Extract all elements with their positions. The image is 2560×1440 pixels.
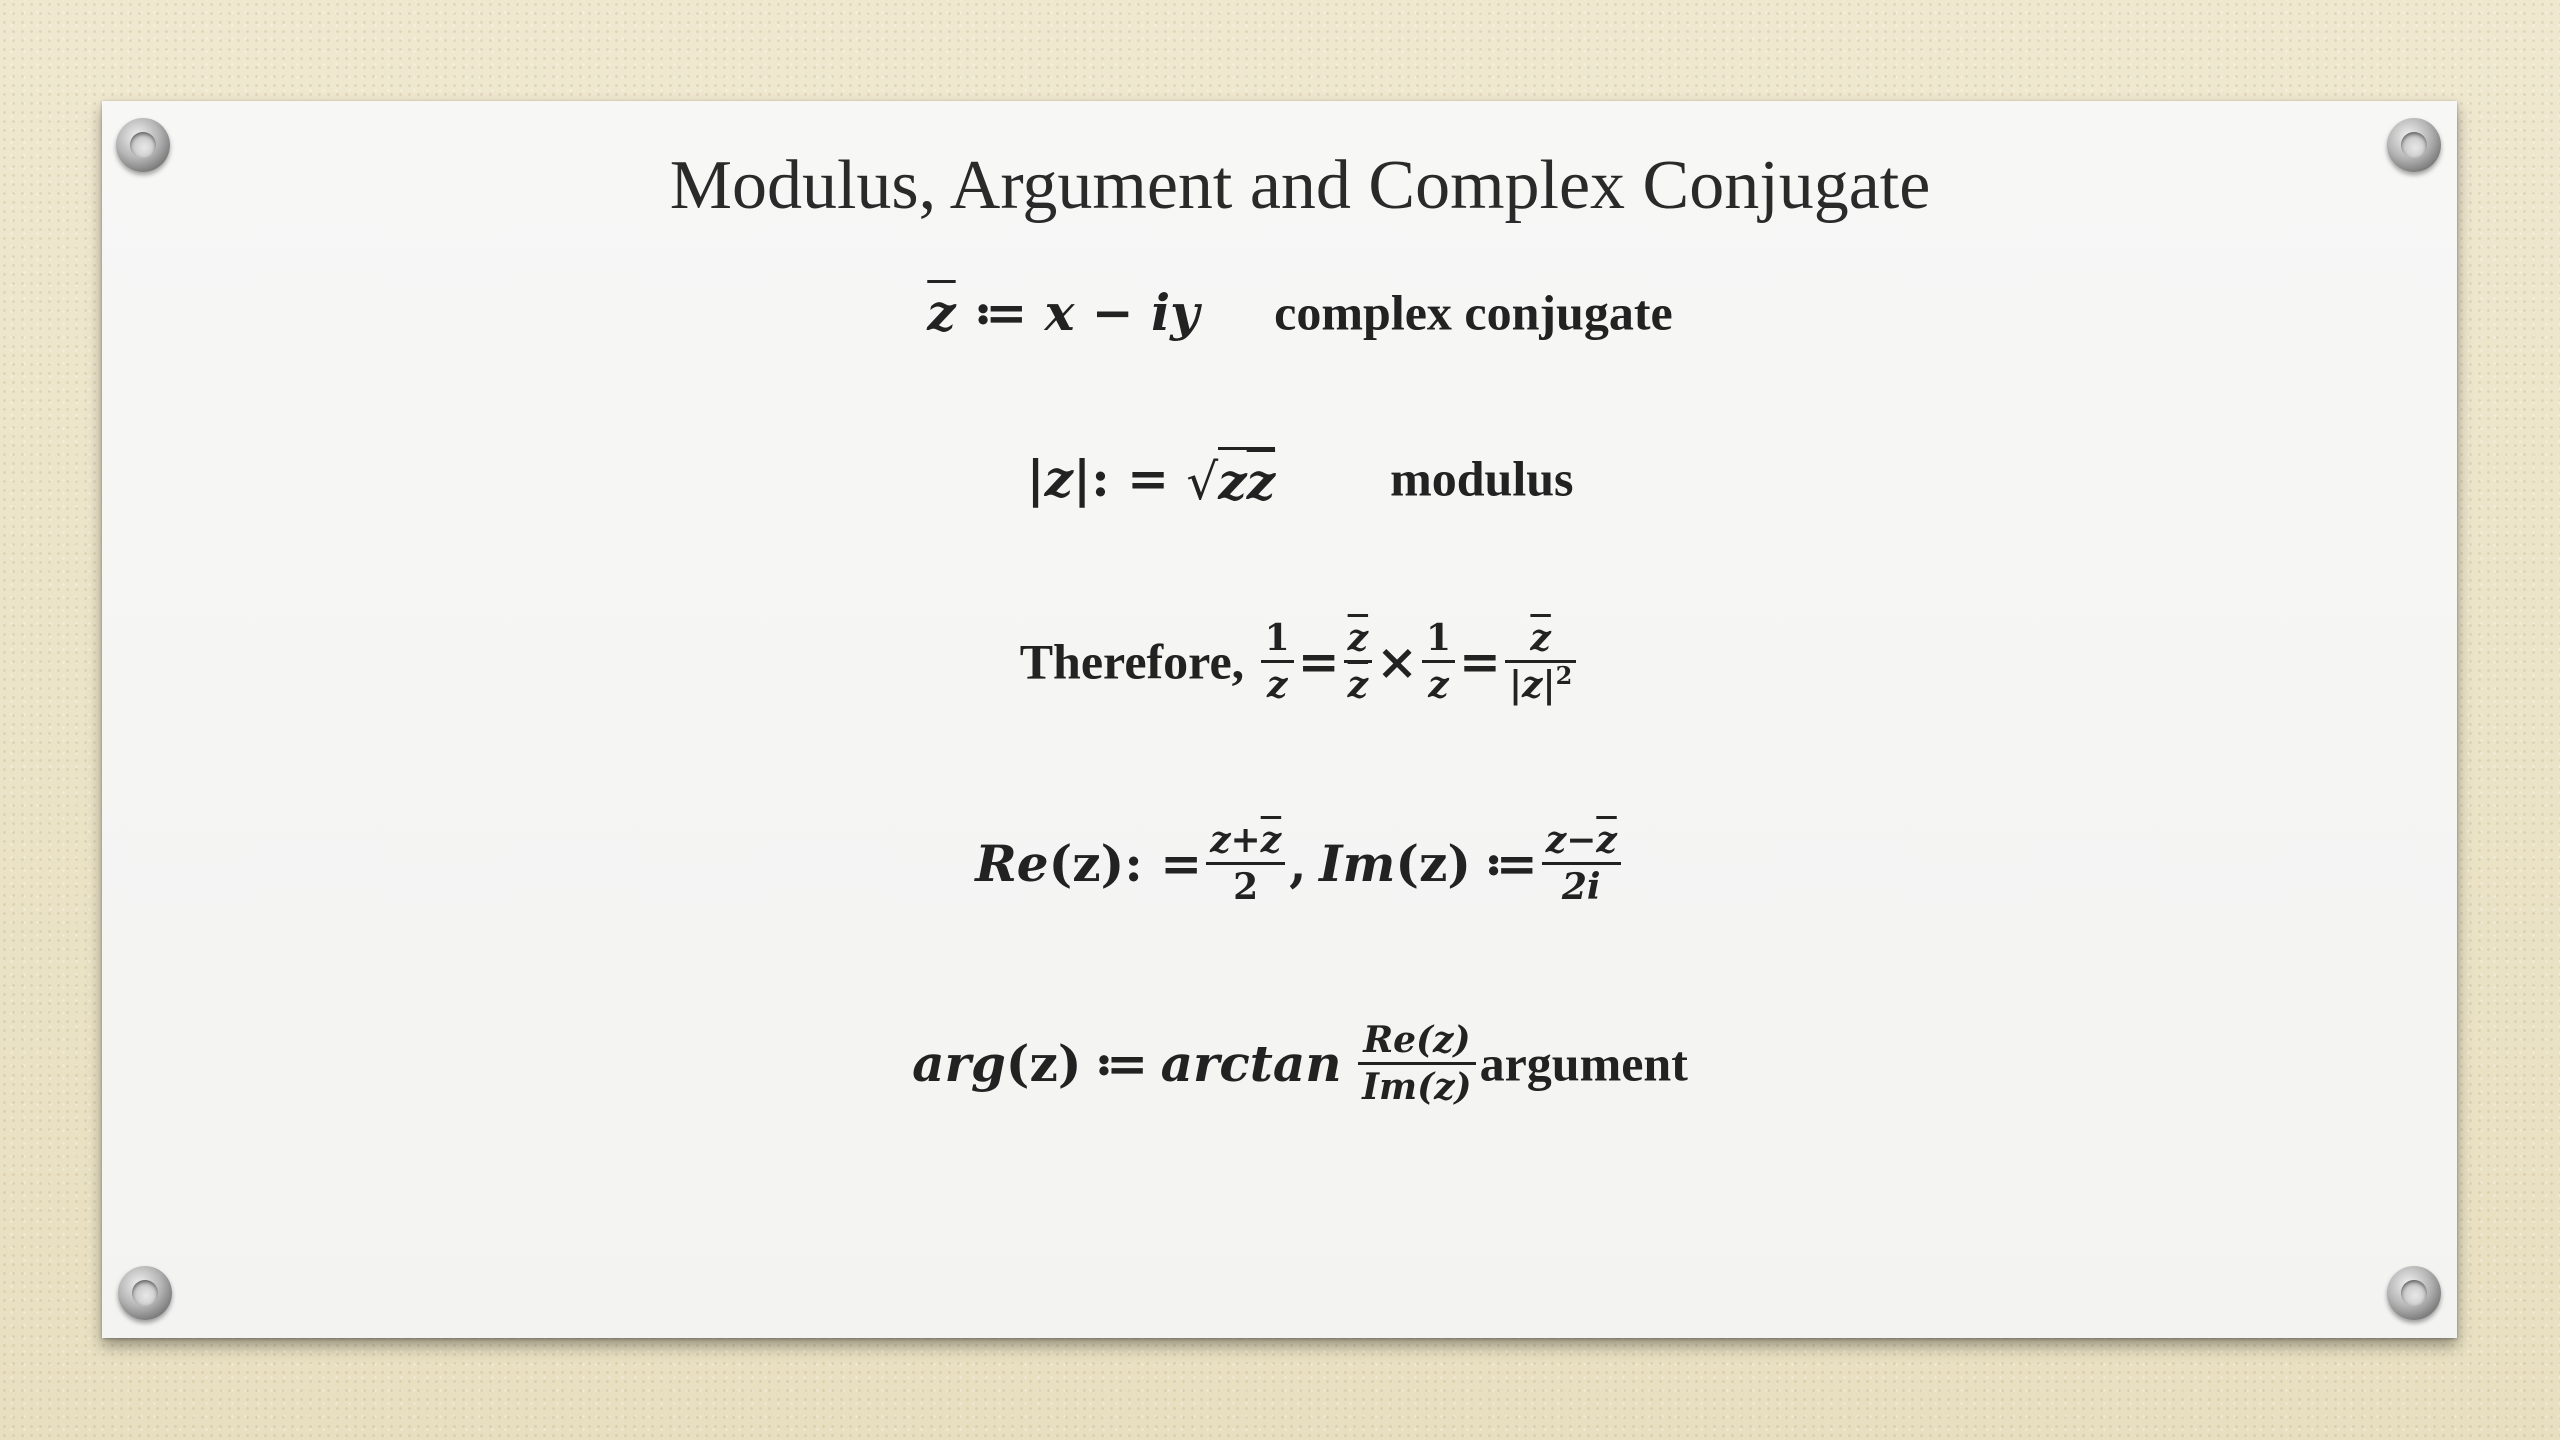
sqrt-expression (1186, 447, 1275, 511)
modulus-label: modulus (1390, 450, 1574, 507)
therefore-text: Therefore, (1019, 633, 1245, 690)
slide-title: Modulus, Argument and Complex Conjugate (669, 147, 1931, 224)
arctan-symbol: arctan (1160, 1034, 1342, 1093)
times-sign: × (1376, 632, 1418, 691)
modulus-lhs: |z| (1026, 449, 1092, 509)
modulus-rhs-z: z (1218, 451, 1247, 511)
real-imaginary-definitions (0, 818, 2560, 909)
conjugate-lhs: $\overline{z}$ (927, 283, 956, 343)
im-symbol: Im (1319, 834, 1396, 893)
comma: , (1289, 834, 1307, 893)
equals-sign: = (1459, 632, 1501, 691)
arg-symbol: arg (912, 1034, 1006, 1093)
fraction-zbar-over-modulus-squared: $\frac{\overline{z}}{|z|^2}$ (1505, 616, 1576, 707)
im-fraction: $\frac{z-\overline{z}}{2i}$ (1542, 818, 1621, 909)
re-fraction: $\frac{z+\overline{z}}{2}$ (1206, 818, 1285, 909)
conjugate-rhs: x − iy (1044, 283, 1200, 343)
re-op: : = (1124, 834, 1203, 893)
re-symbol: Re (975, 834, 1049, 893)
equals-sign: = (1297, 632, 1340, 691)
modulus-rhs-zbar: $\overline{z}$ (1246, 451, 1276, 511)
fraction-one-over-z-2: $\frac{1}{z}$ (1422, 616, 1455, 707)
im-op: ≔ (1483, 834, 1538, 893)
grommet-icon (118, 1266, 172, 1320)
arg-op: ≔ (1094, 1034, 1149, 1093)
argument-label: argument (1479, 1035, 1688, 1092)
arg-paren: (z) (1005, 1034, 1082, 1093)
fraction-one-over-z: $\frac{1}{z}$ (1261, 616, 1294, 707)
modulus-op: : = (1091, 449, 1187, 509)
re-arg: (z) (1048, 834, 1125, 893)
arg-fraction: $\frac{Re(z)}{Im(z)}$ (1358, 1018, 1475, 1109)
reciprocal-identity (0, 616, 2560, 707)
conjugate-label: complex conjugate (1274, 284, 1673, 341)
argument-definition (0, 1018, 2560, 1109)
fraction-zbar-over-zbar: $\frac{\overline{z}}{z}$ (1344, 616, 1372, 707)
sqrt-icon: √ (1186, 452, 1219, 511)
conjugate-op: ≔ (955, 283, 1045, 343)
im-arg: (z) (1395, 834, 1472, 893)
modulus-definition (0, 444, 2560, 511)
grommet-icon (2387, 1266, 2441, 1320)
conjugate-definition (0, 278, 2560, 342)
